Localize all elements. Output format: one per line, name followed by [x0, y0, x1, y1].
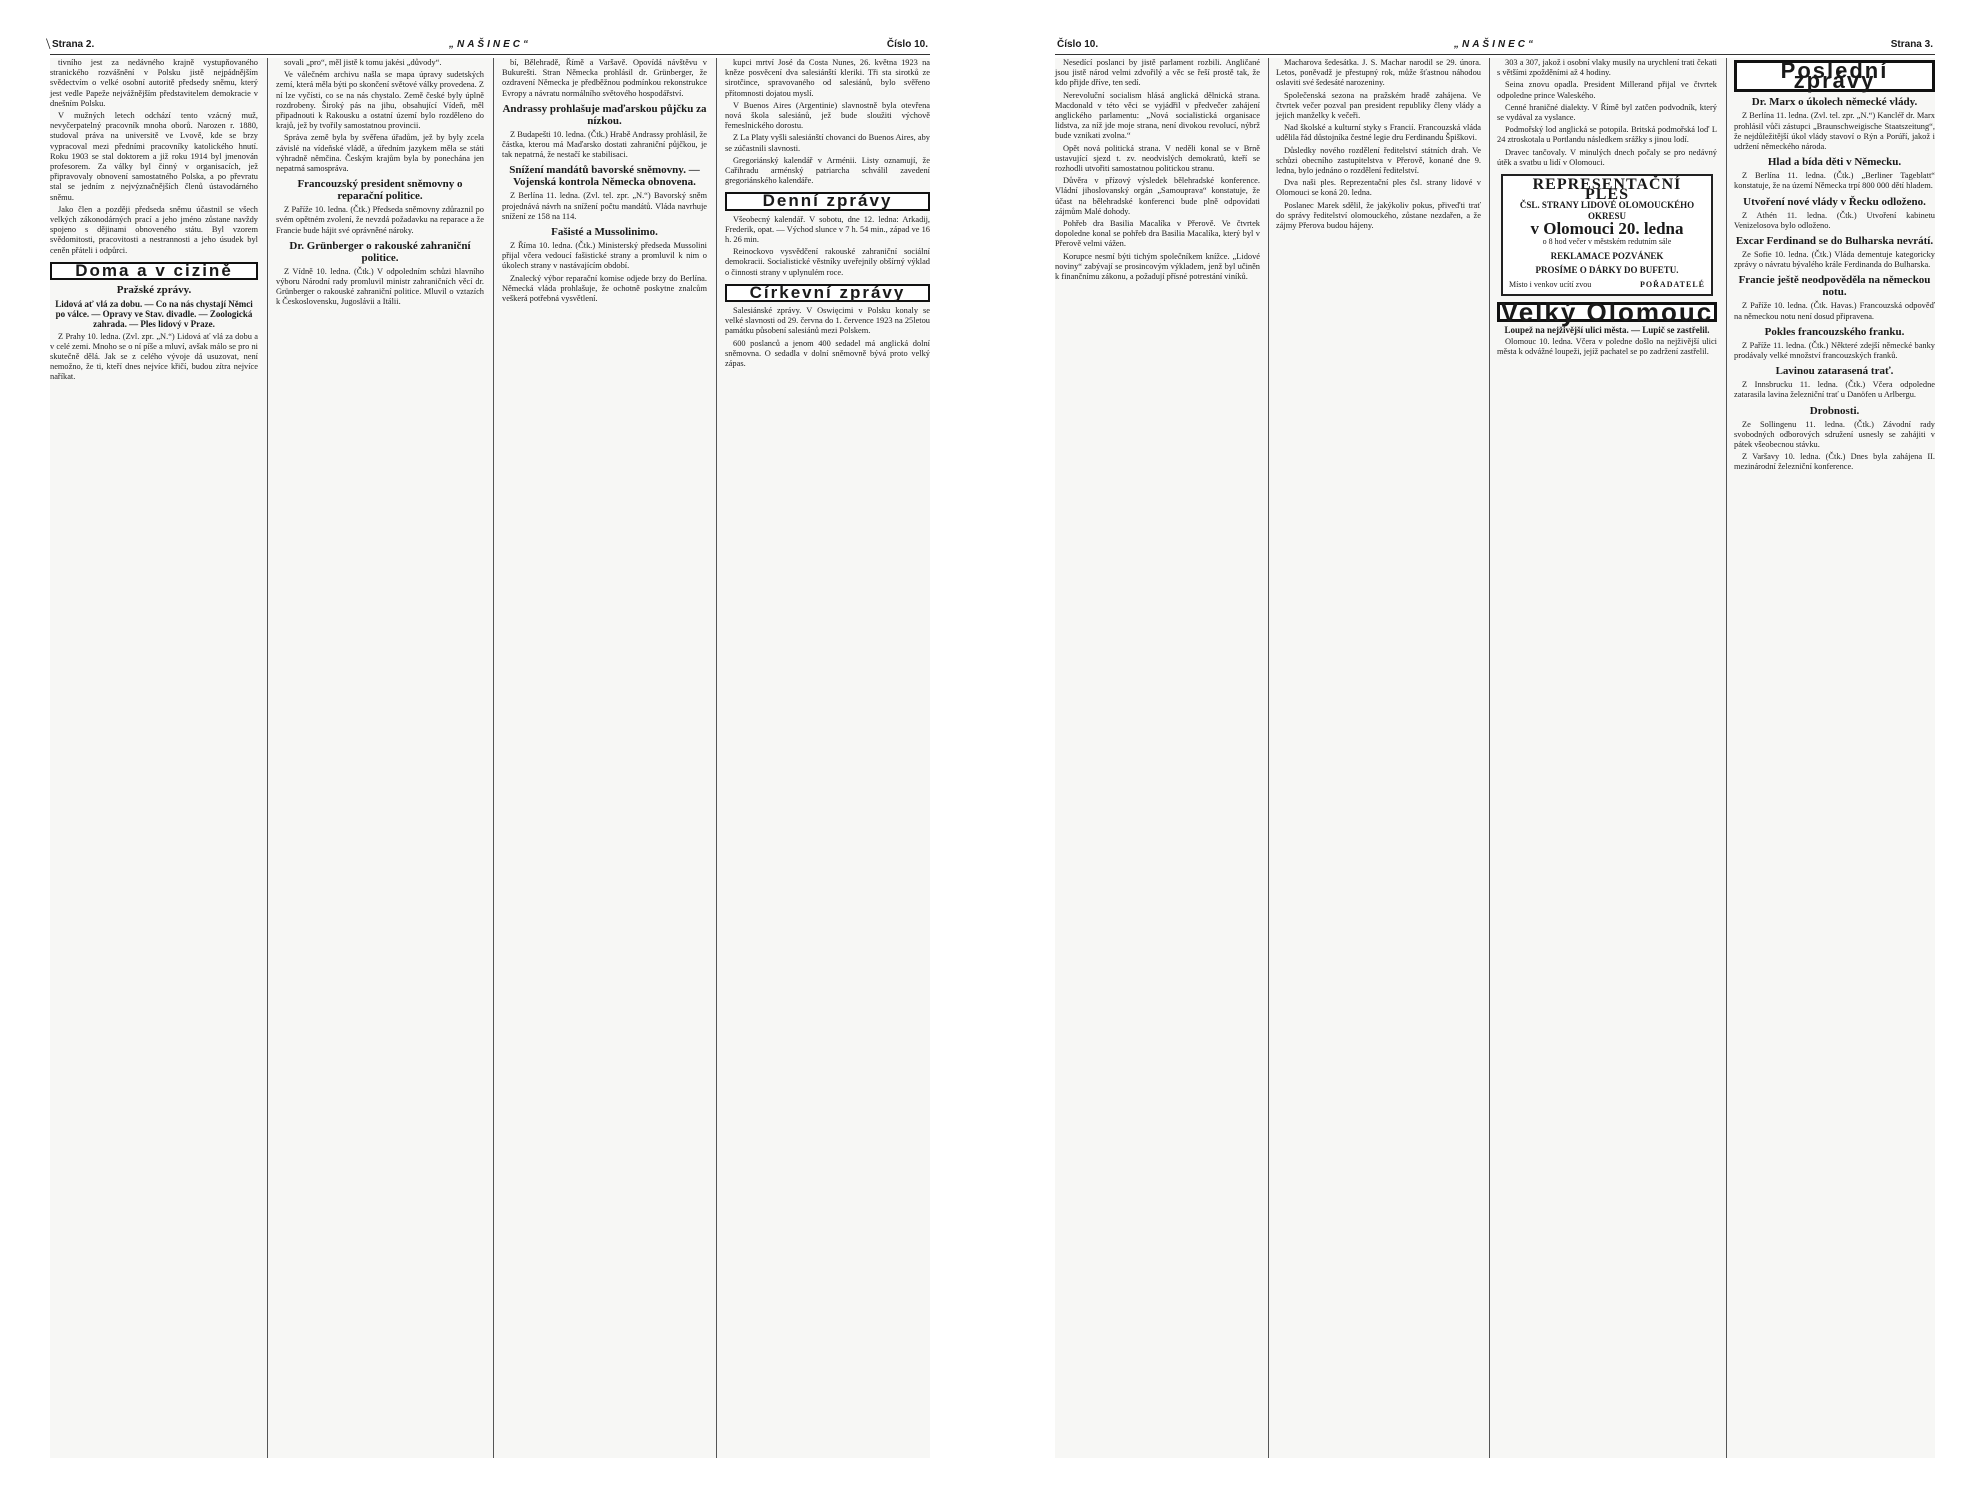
right-col-1	[1055, 58, 1260, 1458]
article-headline: Utvoření nové vlády v Řecku odloženo.	[1743, 195, 1926, 208]
section-header-denni: Denní zprávy	[725, 192, 930, 210]
article-headline: Excar Ferdinand se do Bulharska nevrátí.	[1735, 235, 1934, 248]
right-page-label: Strana 3.	[1890, 39, 1933, 50]
paragraph: Z Athén 11. ledna. (Čtk.) Utvoření kabinetu Venizelosova bylo odloženo.	[1734, 210, 1935, 230]
right-col-2	[1276, 58, 1481, 1458]
left-col-3	[502, 58, 707, 1458]
paragraph: Správa země byla by svěřena úřadům, jež by byly zcela závislé na vídeňské vládě, a úředním jazykem měla se státi výhradně němčina. Českým krajům byla by ponechána jen nepatrná samospráva.	[276, 133, 484, 174]
left-page	[50, 39, 930, 1458]
right-running-header	[1055, 38, 1935, 55]
column-rule	[267, 58, 268, 1458]
column-rule	[716, 58, 717, 1458]
paragraph: bí, Bělehradě, Římě a Varšavě. Opovídá návštěvu v Bukurešti. Stran Německa prohlásil dr. Grünberger, že ozdravení Německa je předběžnou podmínkou rekonstrukce Evropy a návratu normálního světového hospodářství.	[502, 58, 707, 98]
article-subhead: Lidová ať vlá za dobu. — Co na nás chystají Němci po válce. — Opravy ve Stav. divadle. — Zoologická zahrada. — Ples lidový v Praze.	[55, 299, 253, 330]
paragraph: Z Berlína 11. ledna. (Zvl. tel. zpr. „N.“) Bavorský sněm projednává návrh na snížení počtu mandátů. Vláda navrhuje snížení ze 158 na 114.	[502, 191, 707, 221]
section-header-doma: Doma a v cizině	[50, 262, 258, 280]
right-col-4	[1734, 58, 1935, 1458]
article-headline: Hlad a bída děti v Německu.	[1767, 156, 1902, 169]
paragraph: Ze Sollingenu 11. ledna. (Čtk.) Závodní rady svobodných odborových sdružení usnesly se zahájiti v pátek všeobecnou stávku.	[1734, 419, 1935, 450]
column-rule	[1489, 58, 1490, 1458]
article-headline: Andrassy prohlašuje maďarskou půjčku za nízkou.	[502, 102, 707, 127]
right-issue-number: Číslo 10.	[1057, 39, 1099, 50]
paragraph: 600 poslanců a jenom 400 sedadel má anglická dolní sněmovna. O sedadla v dolní sněmovně bývá proto velký zápas.	[725, 338, 930, 369]
section-header-velky-olomouc: Velký Olomouc	[1497, 302, 1717, 322]
paragraph: Znalecký výbor reparační komise odjede brzy do Berlína. Německá vláda prohlašuje, že ochotně poskytne znalcům veškerá potřebná vysvětlení.	[502, 273, 707, 304]
article-headline: Pražské zprávy.	[116, 284, 192, 297]
paragraph: Podmořský lod anglická se potopila. Britská podmořská loď L 24 ztroskotala u Portlandu následkem srážky s jinou lodí.	[1497, 125, 1717, 145]
paragraph: Z La Platy vyšli salesiánští chovanci do Buenos Aires, aby se zúčastnili slavnosti.	[725, 133, 930, 153]
paragraph: Z Varšavy 10. ledna. (Čtk.) Dnes byla zahájena II. mezinárodní železniční konference.	[1734, 452, 1935, 472]
ad-invite: Místo i venkov ucítí zvou	[1509, 279, 1592, 289]
paragraph: Dravec tančovaly. V minulých dnech počaly se pro nedávný útěk a svatbu u lidí v Olomouci.	[1497, 147, 1717, 167]
ad-note: REKLAMACE POZVÁNEK	[1550, 251, 1664, 262]
paragraph: Nad školské a kulturní styky s Francií. Francouzská vláda udělila řád důstojníka čestné legie dru Ferdinandu Špiškovi.	[1276, 123, 1481, 143]
paragraph: Všeobecný kalendář. V sobotu, dne 12. ledna: Arkadij, Frederik, opat. — Východ slunce v 7 h. 54 min., západ ve 16 h. 26 min.	[725, 214, 930, 245]
left-col-2	[276, 58, 484, 1458]
paragraph: Seina znovu opadla. President Millerand přijal ve čtvrtek odpoledne prince Waleského.	[1497, 80, 1717, 100]
left-col-4	[725, 58, 930, 1458]
paragraph: Salesiánské zprávy. V Oswięcimi v Polsku konaly se velké slavnosti od 29. června do 1. července 1923 na 25letou památku působení salesiánů mezi Polskem.	[725, 306, 930, 336]
paragraph: Z Paříže 10. ledna. (Čtk.) Předseda sněmovny zdůraznil po svém opětném zvolení, že nevzdá požadavku na reparace a že Francie bude hájit své oprávněné nároky.	[276, 205, 484, 235]
paragraph: Nesedící poslanci by jistě parlament rozbili. Angličané jsou jistě národ velmi zdvořilý a věc se řeší prostě tak, že kdo přijde dříve, ten sedí.	[1055, 58, 1260, 88]
paragraph: sovali „pro“, měl jistě k tomu jakési „důvody“.	[284, 58, 442, 67]
ad-organizer: ČSL. STRANY LIDOVÉ OLOMOUCKÉHO OKRESU	[1519, 200, 1695, 221]
paragraph: tivního jest za nedávného krajně vystupňovaného stranického rozvášnění v Polsku jistě nejpádnějším svědectvím o velké osobní autoritě předsedy sněmu, který jest vedle Papeže nejvážnějším představitelem demokracie v dnešním Polsku.	[50, 58, 258, 108]
article-subhead: Loupež na nejživější ulici města. — Lupič se zastřelil.	[1504, 325, 1710, 336]
paragraph: Olomouc 10. ledna. Včera v poledne došlo na nejživější ulici města k odvážné loupeži, jejíž pachatel se po zadržení zastřelil.	[1497, 337, 1717, 357]
ad-gift-request: PROSÍME O DÁRKY DO BUFETU.	[1535, 265, 1679, 276]
paragraph: Z Budapešti 10. ledna. (Čtk.) Hrabě Andrassy prohlásil, že částka, kterou má Maďarsko dostati zahraniční půjčkou, je tak nepatrná, že nestačí ke stabilisaci.	[502, 129, 707, 160]
article-headline: Dr. Marx o úkolech německé vlády.	[1751, 96, 1918, 109]
paragraph: Z Říma 10. ledna. (Čtk.) Ministerský předseda Mussolini přijal včera vedoucí fašistické strany a promluvil k nim o úkolech strany v nastávajícím období.	[502, 241, 707, 271]
paragraph: Z Vídně 10. ledna. (Čtk.) V odpoledním schůzi hlavního výboru Národní rady promluvil ministr zahraničních věcí dr. Grünberger o rakouské zahraniční politice. Mluvil o vztazích k Československu, Jugoslávii a Itálii.	[276, 266, 484, 307]
article-headline: Francouzský president sněmovny o reparační politice.	[297, 178, 463, 203]
paragraph: Opět nová politická strana. V neděli konal se v Brně ustavující sjezd t. zv. neodvislých demokratů, kteří se rozhodli utvořiti samostatnou politickou stranu.	[1055, 143, 1260, 174]
left-col-1	[50, 58, 258, 1458]
paragraph: Cenné hraničné dialekty. V Římě byl zatčen podvodník, který se vydával za vyslance.	[1497, 102, 1717, 123]
article-headline: Francie ještě neodpověděla na německou notu.	[1738, 274, 1931, 299]
paragraph: Jako člen a později předseda sněmu účastnil se všech velkých zákonodárných prací a jeho jméno zůstane navždy spojeno s dějinami obnoveného státu. Byl vzorem svědomitosti, pracovitosti a nestrannosti a jeho úsudek byl ceněn přáteli i odpůrci.	[50, 204, 258, 255]
section-header-cirkevni: Církevní zprávy	[725, 284, 930, 302]
paragraph: Z Prahy 10. ledna. (Zvl. zpr. „N.“) Lidová ať vlá za dobu a v celé zemi. Mnoho se o ní píše a mluví, avšak málo se pro ni skutečně dělá. Jak se z celého vývoje dá usuzovat, není nemožno, že ti, kteří dnes nejvíce křičí, budou zítra nejvíce naříkat.	[50, 331, 258, 382]
ad-footer	[1509, 280, 1705, 290]
ball-advertisement	[1501, 174, 1713, 296]
article-headline: Snížení mandátů bavorské sněmovny. — Vojenská kontrola Německa obnovena.	[509, 164, 700, 189]
article-headline: Dr. Grünberger o rakouské zahraniční politice.	[289, 239, 471, 264]
left-page-label: Strana 2.	[52, 39, 95, 50]
paragraph: Z Paříže 11. ledna. (Čtk.) Některé zdejší německé banky prodávaly velké množství francouzských franků.	[1734, 340, 1935, 361]
paragraph: Pohřeb dra Basilia Macalíka v Přerově. Ve čtvrtek dopoledne konal se pohřeb dra Basilia Macalíka, který byl v Přerově velmi vážen.	[1055, 219, 1260, 249]
section-header-posledni: Poslední zprávy	[1734, 60, 1935, 92]
paragraph: Z Innsbrucku 11. ledna. (Čtk.) Včera odpoledne zatarasila lavina železniční trať u Danöfen u Arlbergu.	[1734, 380, 1935, 400]
paragraph: Společenská sezona na pražském hradě zahájena. Ve čtvrtek večer pozval pan president republiky členy vlády a jejich manželky k večeři.	[1276, 90, 1481, 121]
left-running-header	[50, 38, 930, 55]
right-page	[1055, 39, 1935, 1458]
paragraph: 303 a 307, jakož i osobní vlaky musily na urychlení trati čekati s většími zpožděními až 4 hodiny.	[1497, 58, 1717, 78]
ad-organizers: POŘADATELÉ	[1640, 279, 1705, 289]
paragraph: Důsledky nového rozdělení ředitelství státních drah. Ve schůzi obecního zastupitelstva v Přerově, konané dne 9. ledna, bylo jednáno o rozdělení ředitelství.	[1276, 145, 1481, 176]
article-headline: Lavinou zatarasená trať.	[1775, 365, 1894, 378]
paragraph: Ze Sofie 10. ledna. (Čtk.) Vláda dementuje kategoricky zprávy o návratu bývalého krále Ferdinanda do Bulharska.	[1734, 250, 1935, 270]
paragraph: V Buenos Aires (Argentinie) slavnostně byla otevřena nová škola salesiánů, jež bude sloužiti výchově řemeslnického dorostu.	[725, 100, 930, 131]
paragraph: Reinockovo vysvědčení rakouské zahraniční sociální demokracii. Socialistické věstníky uveřejnily obšírný výklad o činnosti strany v uplynulém roce.	[725, 247, 930, 277]
paragraph: Ve válečném archivu našla se mapa úpravy sudetských zemí, která měla býti po skončení světové války provedena. Z ní lze vyčísti, co se na nás chystalo. Země české byly úplně rozdrobeny. Široký pás na jihu, obsahující Vídeň, měl připadnouti k Rakousku a ostatní území bylo rozděleno do krajů, jež by tvořily samostatnou provincii.	[276, 70, 484, 131]
paragraph: Z Berlína 11. ledna. (Zvl. tel. zpr. „N.“) Kancléř dr. Marx prohlásil vůči zástupci „Braunschweigische Staatszeitung“, že nejdůležitější úkol vlády stavoví o Rýn a Porúří, jakož i udržení německého národa.	[1734, 111, 1935, 152]
ad-place-date: v Olomouci 20. ledna	[1530, 218, 1684, 238]
article-headline: Drobnosti.	[1809, 404, 1860, 417]
paragraph: Nerevoluční socialism hlásá anglická dělnická strana. Macdonald v této věci se vyjádřil v předvečer zahájení anglického parlamentu: „Nová socialistická organisace lidstva, za níž jde moje strana, není divokou revolucí, nýbrž bude vznikati zvolna.“	[1055, 90, 1260, 141]
paragraph: kupci mrtví José da Costa Nunes, 26. května 1923 na kněze posvěcení dva salesiánští kleriki. Tři sta sirotků ze sirotčince, spravovaného od salesiánů, bylo svěřeno přítomnosti dojatou myslí.	[725, 58, 930, 98]
ad-time: o 8 hod večer v městském redutním sále	[1542, 237, 1672, 247]
paragraph: Korupce nesmí býti tichým společníkem knížce. „Lidové noviny“ zabývají se prosincovým výkladem, jenž byl učiněn k finančnímu zákonu, a požadují přísné potrestání viníků.	[1055, 251, 1260, 282]
paragraph: Gregoriánský kalendář v Arménii. Listy oznamují, že Cařihradu arménský patriarcha schválil zavedení gregoriánského kalendáře.	[725, 155, 930, 186]
article-headline: Fašisté a Mussolinimo.	[551, 226, 658, 239]
ad-title: REPRESENTAČNÍ PLES	[1532, 176, 1682, 204]
paragraph: V mužných letech odchází tento vzácný muž, nevyčerpatelný pracovník mnoha oborů. Narozen r. 1880, studoval práva na universitě ve Lvově, kde se brzy vypracoval mezi předními pracovníky katolického hnutí. Roku 1903 se stal doktorem a již roku 1914 byl jmenován profesorem. Za války byl činný v organisacích, jež připravovaly obnovení samostatného Polska, a po převratu stal se jedním z nejvýznačnějších členů ústavodárného sněmu.	[50, 111, 258, 202]
article-headline: Pokles francouzského franku.	[1764, 325, 1905, 338]
paragraph: Poslanec Marek sdělil, že jakýkoliv pokus, přiveďti trať do správy ředitelství olomouckého, zůstane nezdařen, a že zájmy Přerova budou hájeny.	[1276, 200, 1481, 231]
paragraph: Důvěra v přízový výsledek bělehradské konference. Vládní jihoslovanský orgán „Samouprava“ konstatuje, že účast na bělehradské konferenci bude plně odpovídati zájmům Malé dohody.	[1055, 176, 1260, 216]
paragraph: Dva naši ples. Reprezentační ples čsl. strany lidové v Olomouci se koná 20. ledna.	[1276, 178, 1481, 198]
column-rule	[1268, 58, 1269, 1458]
left-issue-number: Číslo 10.	[886, 39, 928, 50]
right-masthead: „NAŠINEC“	[1453, 39, 1537, 50]
left-masthead: „NAŠINEC“	[448, 39, 532, 50]
paragraph: Z Berlína 11. ledna. (Čtk.) „Berliner Tageblatt“ konstatuje, že na území Německa trpí 800 000 dětí hladem.	[1734, 171, 1935, 191]
page-corner-mark: \	[46, 36, 51, 53]
column-rule	[1726, 58, 1727, 1458]
paragraph: Macharova šedesátka. J. S. Machar narodil se 29. února. Letos, poněvadž je přestupný rok, může šťastnou náhodou oslaviti své šedesáté narozeniny.	[1276, 58, 1481, 88]
right-col-3	[1497, 58, 1717, 1458]
paragraph: Z Paříže 10. ledna. (Čtk. Havas.) Francouzská odpověď na německou notu není dosud připravena.	[1734, 301, 1935, 321]
column-rule	[493, 58, 494, 1458]
